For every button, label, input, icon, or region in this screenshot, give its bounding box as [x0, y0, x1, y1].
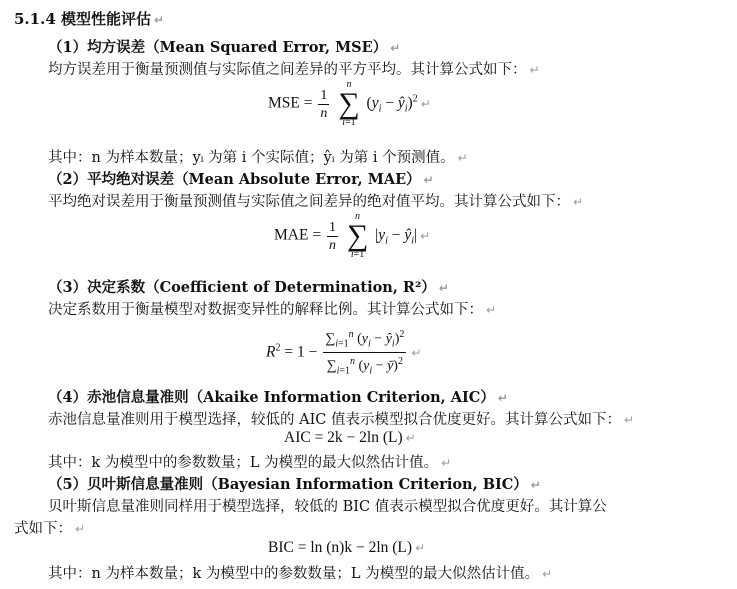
bic-description-line1: 贝叶斯信息量准则同样用于模型选择，较低的 BIC 值表示模型拟合优度更好。其计算公 [48, 499, 607, 515]
mae-heading: （2）平均绝对误差（Mean Absolute Error, MAE） ↵ [48, 171, 434, 188]
paragraph-mark: ↵ [153, 13, 165, 27]
r2-formula: $R^2 = 1$ − $\frac{\sum_{i=1}^n (y_i - ŷ_i)^2}{\sum_{i=1}^n (y_i - ȳ)^2}$ ↵ [266, 326, 421, 380]
mae-formula: MAE = $\frac{1}{n}$ n ∑ i=1 $|y_i$ − $ŷ_i|$ ↵ [274, 211, 431, 260]
mse-heading: （1）均方误差（Mean Squared Error, MSE） ↵ [48, 39, 401, 56]
bic-heading: （5）贝叶斯信息量准则（Bayesian Information Criterion, BIC） ↵ [48, 476, 541, 493]
bic-where: 其中：n 为样本数量；k 为模型中的参数数量；L 为模型的最大似然估计值。 ↵ [48, 566, 553, 582]
mse-where: 其中：n 为样本数量；yᵢ 为第 i 个实际值；ŷᵢ 为第 i 个预测值。 ↵ [48, 150, 468, 166]
r2-heading: （3）决定系数（Coefficient of Determination, R²） ↵ [48, 279, 449, 296]
aic-description: 赤池信息量准则用于模型选择，较低的 AIC 值表示模型拟合优度更好。其计算公式如下： ↵ [48, 412, 635, 428]
r2-description: 决定系数用于衡量模型对数据变异性的解释比例。其计算公式如下： ↵ [48, 302, 497, 318]
aic-where: 其中：k 为模型中的参数数量；L 为模型的最大似然估计值。 ↵ [48, 455, 452, 471]
mae-description: 平均绝对误差用于衡量预测值与实际值之间差异的绝对值平均。其计算公式如下： ↵ [48, 194, 584, 210]
bic-description-line2: 式如下： ↵ [14, 521, 86, 537]
aic-heading: （4）赤池信息量准则（Akaike Information Criterion, AIC） ↵ [48, 389, 508, 406]
mse-description: 均方误差用于衡量预测值与实际值之间差异的平方平均。其计算公式如下： ↵ [48, 62, 540, 78]
bic-formula: BIC = ln (n)k − 2ln (L) ↵ [268, 539, 426, 556]
aic-formula: AIC = 2k − 2ln (L) ↵ [284, 429, 416, 446]
section-title: 5.1.4 模型性能评估 ↵ [14, 10, 165, 28]
mse-formula: MSE = $\frac{1}{n}$ n ∑ i=1 ($y_i$ − $ŷ_i)^2$ ↵ [268, 79, 431, 128]
